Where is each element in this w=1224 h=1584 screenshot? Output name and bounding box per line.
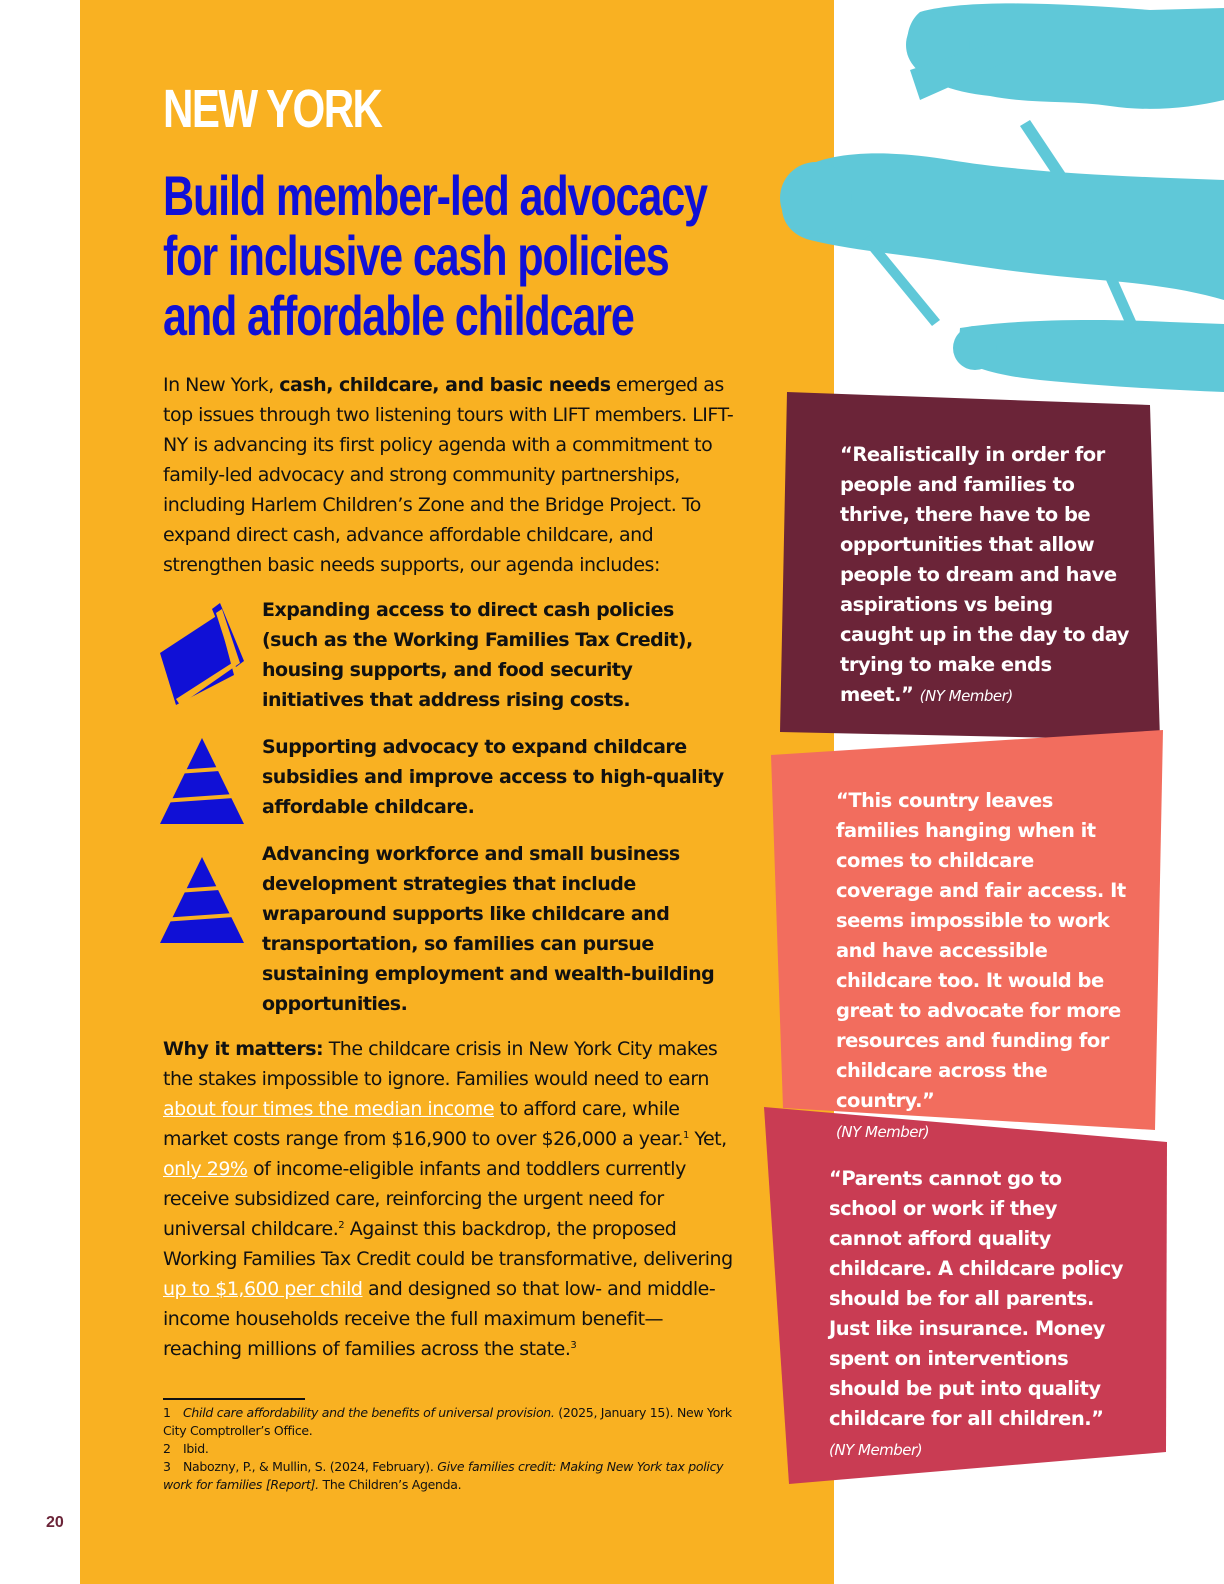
only-29-percent-link[interactable]: only 29% bbox=[163, 1158, 248, 1180]
intro-paragraph: In New York, cash, childcare, and basic needs emerged as top issues through two listening tours with LIFT members. LIFT-NY is advancing its first policy agenda with a commitment to family-led advocacy and strong community partnerships, including Harlem Children’s Zone and the Bridge Project. To expand direct cash, advance affordable childcare, and strengthen basic needs supports, our agenda includes: bbox=[163, 374, 734, 576]
agenda-item-text: Advancing workforce and small business development strategies that include wraparound supports like childcare and transportation, so families can pursue sustaining employment and wealth-building opportunities. bbox=[262, 843, 715, 1015]
footnote: 1 Child care affordability and the benefits of universal provision. (2025, January 15). New York City Comptroller’s Office. bbox=[163, 1405, 732, 1438]
page-number: 20 bbox=[46, 1514, 64, 1531]
footnote: 3 Nabozny, P., & Mullin, S. (2024, February). Give families credit: Making New York tax policy work for families [Report]. The Children’s Agenda. bbox=[163, 1459, 724, 1492]
member-quote: “This country leaves families hanging when it comes to childcare coverage and fair access. It seems impossible to work and have accessible childcare too. It would be great to advocate for more resources and funding for childcare across the country.” (NY Member) bbox=[836, 789, 1126, 1141]
tax-credit-amount-link[interactable]: up to $1,600 per child bbox=[163, 1278, 363, 1300]
member-quote: “Parents cannot go to school or work if they cannot afford quality childcare. A childcare policy should be for all parents. Just like insurance. Money spent on interventions should be put into quality childcare for all children.” (NY Member) bbox=[829, 1167, 1124, 1459]
page-headline: Build member-led advocacy for inclusive cash policies and affordable childcare bbox=[163, 164, 707, 347]
agenda-item-text: Supporting advocacy to expand childcare subsidies and improve access to high-quality affordable childcare. bbox=[262, 736, 724, 818]
state-title: NEW YORK bbox=[163, 79, 382, 139]
median-income-link[interactable]: about four times the median income bbox=[163, 1098, 495, 1120]
agenda-item-text: Expanding access to direct cash policies (such as the Working Families Tax Credit), housing supports, and food security initiatives that address rising costs. bbox=[262, 599, 693, 711]
member-quote: “Realistically in order for people and families to thrive, there have to be opportunities that allow people to dream and have aspirations vs being caught up in the day to day trying to make ends meet.” (NY Member) bbox=[840, 443, 1130, 706]
footnote: 2 Ibid. bbox=[163, 1441, 209, 1456]
why-it-matters-paragraph: Why it matters: The childcare crisis in New York City makes the stakes impossible to ignore. Families would need to earn about four times the median income to afford care, while market costs range from $16,900 to over $26,000 a year.$^1$ Yet, only 29% of income-eligible infants and toddlers currently receive subsidized care, reinforcing the urgent need for universal childcare.$^2$ Against this backdrop, the proposed Working Families Tax Credit could be transformative, delivering up to $1,600 per child and designed so that low- and middle-income households receive the full maximum benefit—reaching millions of families across the state.$^3$ bbox=[163, 1038, 733, 1360]
